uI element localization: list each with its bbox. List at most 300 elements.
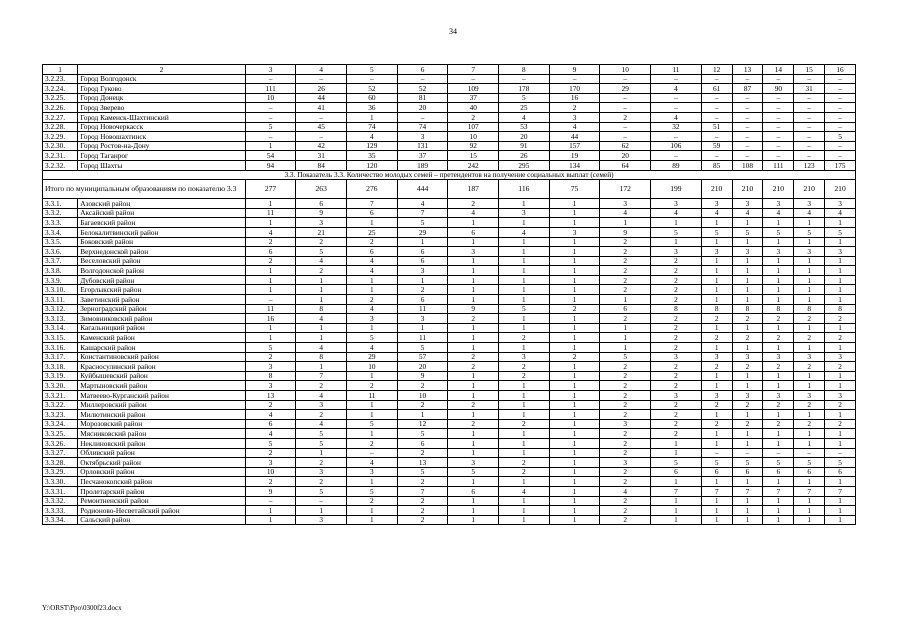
value-cell: 4 [651, 208, 702, 218]
value-cell: 2 [732, 333, 763, 343]
value-cell: 1 [549, 419, 600, 429]
value-cell: 2 [600, 496, 651, 506]
value-cell: 1 [763, 371, 794, 381]
value-cell: 1 [499, 448, 550, 458]
value-cell: 1 [448, 381, 499, 391]
value-cell: 1 [549, 496, 600, 506]
value-cell: 1 [651, 448, 702, 458]
value-cell: 2 [600, 285, 651, 295]
value-cell: 1 [763, 410, 794, 420]
value-cell: 1 [448, 438, 499, 448]
value-cell: 26 [499, 151, 550, 161]
value-cell: – [600, 132, 651, 142]
value-cell: – [701, 112, 732, 122]
value-cell: 3 [651, 391, 702, 401]
table-row [43, 506, 856, 516]
column-number-cell: 15 [794, 65, 825, 75]
value-cell: 1 [448, 266, 499, 276]
value-cell: – [825, 103, 856, 113]
value-cell: 1 [732, 371, 763, 381]
value-cell: 6 [245, 419, 296, 429]
total-value-cell: 75 [549, 180, 600, 199]
value-cell: 1 [397, 323, 448, 333]
value-cell: 1 [794, 381, 825, 391]
value-cell: 2 [448, 362, 499, 372]
municipality-name-cell: Город Новошахтинск [78, 132, 245, 142]
value-cell: 1 [549, 343, 600, 353]
value-cell: 2 [499, 362, 550, 372]
value-cell: 1 [701, 371, 732, 381]
value-cell: – [763, 122, 794, 132]
municipality-name-cell: Родионово-Несветайский район [78, 506, 245, 516]
table-row [43, 362, 856, 372]
value-cell: 1 [549, 218, 600, 228]
value-cell: 1 [499, 275, 550, 285]
value-cell: 91 [499, 141, 550, 151]
table-row [43, 400, 856, 410]
value-cell: 85 [701, 160, 732, 170]
municipality-name-cell: Город Таганрог [78, 151, 245, 161]
value-cell: 1 [499, 391, 550, 401]
municipality-name-cell: Егорлыкский район [78, 285, 245, 295]
municipality-name-cell: Матвеево-Курганский район [78, 391, 245, 401]
value-cell: 5 [794, 227, 825, 237]
value-cell: 3 [397, 132, 448, 142]
value-cell: 111 [763, 160, 794, 170]
table-row [43, 438, 856, 448]
value-cell: 2 [397, 381, 448, 391]
row-number-cell: 3.3.15. [43, 333, 78, 343]
value-cell: – [245, 132, 296, 142]
value-cell: 6 [397, 295, 448, 305]
value-cell: 10 [245, 467, 296, 477]
value-cell: 1 [499, 506, 550, 516]
value-cell: 62 [600, 141, 651, 151]
value-cell: 2 [600, 477, 651, 487]
value-cell: 1 [763, 438, 794, 448]
value-cell: 107 [448, 122, 499, 132]
total-value-cell: 277 [245, 180, 296, 199]
row-number-cell: 3.3.7. [43, 256, 78, 266]
value-cell: 3 [794, 247, 825, 257]
value-cell: 5 [296, 429, 347, 439]
total-row [43, 180, 856, 199]
value-cell: 64 [600, 160, 651, 170]
value-cell: 8 [794, 304, 825, 314]
value-cell: 21 [296, 227, 347, 237]
municipality-name-cell: Мартыновский район [78, 381, 245, 391]
row-number-cell: 3.3.16. [43, 343, 78, 353]
value-cell: 2 [499, 419, 550, 429]
value-cell: 6 [701, 467, 732, 477]
value-cell: 1 [549, 458, 600, 468]
value-cell: – [763, 132, 794, 142]
value-cell: 1 [499, 429, 550, 439]
value-cell: 178 [499, 84, 550, 94]
value-cell: 2 [701, 314, 732, 324]
value-cell: – [794, 112, 825, 122]
value-cell: 8 [763, 304, 794, 314]
value-cell: 4 [448, 208, 499, 218]
value-cell: 1 [732, 496, 763, 506]
column-number-cell: 7 [448, 65, 499, 75]
page-number: 34 [449, 27, 457, 36]
value-cell: 5 [732, 458, 763, 468]
value-cell: 52 [397, 84, 448, 94]
value-cell: 4 [347, 304, 398, 314]
value-cell: 7 [763, 486, 794, 496]
value-cell: 4 [549, 122, 600, 132]
row-number-cell: 3.3.21. [43, 391, 78, 401]
value-cell: 1 [549, 371, 600, 381]
value-cell: 1 [245, 506, 296, 516]
value-cell: 1 [701, 477, 732, 487]
value-cell: 1 [499, 266, 550, 276]
value-cell: 5 [763, 458, 794, 468]
value-cell: 1 [448, 256, 499, 266]
value-cell: 1 [794, 371, 825, 381]
value-cell: 4 [296, 314, 347, 324]
value-cell: 1 [763, 496, 794, 506]
value-cell: 3 [701, 247, 732, 257]
value-cell: 6 [296, 199, 347, 209]
value-cell: 11 [245, 304, 296, 314]
value-cell: 2 [763, 314, 794, 324]
municipality-name-cell: Кашарский район [78, 343, 245, 353]
row-number-cell: 3.3.19. [43, 371, 78, 381]
value-cell: 5 [347, 486, 398, 496]
value-cell: 8 [732, 304, 763, 314]
row-number-cell: 3.3.25. [43, 429, 78, 439]
value-cell: – [794, 74, 825, 84]
value-cell: 3 [549, 112, 600, 122]
row-number-cell: 3.2.32. [43, 160, 78, 170]
value-cell: 1 [732, 438, 763, 448]
row-number-cell: 3.2.29. [43, 132, 78, 142]
value-cell: 3 [651, 247, 702, 257]
value-cell: 2 [701, 362, 732, 372]
value-cell: 2 [347, 381, 398, 391]
value-cell: 2 [651, 429, 702, 439]
value-cell: 1 [549, 314, 600, 324]
value-cell: – [794, 132, 825, 142]
value-cell: 57 [397, 352, 448, 362]
value-cell: 4 [296, 256, 347, 266]
value-cell: 2 [600, 256, 651, 266]
value-cell: 11 [397, 333, 448, 343]
value-cell: 2 [651, 381, 702, 391]
value-cell: – [651, 151, 702, 161]
value-cell: 1 [794, 506, 825, 516]
row-number-cell: 3.3.10. [43, 285, 78, 295]
value-cell: 37 [397, 151, 448, 161]
value-cell: 1 [794, 496, 825, 506]
value-cell: 3 [448, 458, 499, 468]
value-cell: 1 [245, 323, 296, 333]
value-cell: 1 [794, 295, 825, 305]
value-cell: 1 [397, 237, 448, 247]
table-row [43, 247, 856, 257]
value-cell: 1 [701, 295, 732, 305]
value-cell: 2 [651, 256, 702, 266]
value-cell: 4 [296, 391, 347, 401]
value-cell: 2 [600, 381, 651, 391]
row-number-cell: 3.3.24. [43, 419, 78, 429]
table-row [43, 515, 856, 525]
value-cell: 94 [245, 160, 296, 170]
value-cell: – [600, 74, 651, 84]
value-cell: 1 [825, 323, 856, 333]
column-number-cell: 4 [296, 65, 347, 75]
value-cell: 1 [549, 410, 600, 420]
value-cell: 5 [794, 458, 825, 468]
value-cell: 131 [397, 141, 448, 151]
value-cell: 157 [549, 141, 600, 151]
municipality-name-cell: Город Ростов-на-Дону [78, 141, 245, 151]
row-number-cell: 3.3.20. [43, 381, 78, 391]
value-cell: – [296, 132, 347, 142]
value-cell: 1 [347, 112, 398, 122]
value-cell: 1 [825, 438, 856, 448]
value-cell: 29 [600, 84, 651, 94]
value-cell: 2 [245, 448, 296, 458]
row-number-cell: 3.3.28. [43, 458, 78, 468]
value-cell: 2 [651, 400, 702, 410]
municipality-name-cell: Куйбышевский район [78, 371, 245, 381]
table-row [43, 323, 856, 333]
value-cell: 3 [296, 515, 347, 525]
value-cell: 2 [245, 237, 296, 247]
table-row [43, 477, 856, 487]
value-cell: 87 [732, 84, 763, 94]
value-cell: 1 [448, 275, 499, 285]
value-cell: 31 [794, 84, 825, 94]
value-cell: 1 [347, 515, 398, 525]
value-cell: 2 [600, 391, 651, 401]
value-cell: 2 [347, 438, 398, 448]
value-cell: 4 [245, 410, 296, 420]
value-cell: 1 [763, 477, 794, 487]
value-cell: – [701, 151, 732, 161]
value-cell: 1 [549, 266, 600, 276]
value-cell: 1 [499, 343, 550, 353]
value-cell: – [732, 448, 763, 458]
value-cell: 120 [347, 160, 398, 170]
table-row [43, 74, 856, 84]
value-cell: 92 [448, 141, 499, 151]
value-cell: 3 [732, 352, 763, 362]
value-cell: 8 [296, 352, 347, 362]
value-cell: 1 [499, 237, 550, 247]
value-cell: – [245, 112, 296, 122]
column-number-cell: 2 [78, 65, 245, 75]
value-cell: 6 [794, 467, 825, 477]
value-cell: 4 [499, 112, 550, 122]
value-cell: 1 [549, 477, 600, 487]
municipality-name-cell: Морозовский район [78, 419, 245, 429]
value-cell: 2 [549, 103, 600, 113]
value-cell: 1 [549, 467, 600, 477]
value-cell: 1 [549, 429, 600, 439]
value-cell: 2 [651, 266, 702, 276]
value-cell: – [397, 112, 448, 122]
value-cell: – [825, 112, 856, 122]
municipality-name-cell: Город Новочеркасск [78, 122, 245, 132]
value-cell: 1 [763, 285, 794, 295]
value-cell: 1 [701, 515, 732, 525]
row-number-cell: 3.3.3. [43, 218, 78, 228]
row-number-cell: 3.3.31. [43, 486, 78, 496]
value-cell: 1 [347, 506, 398, 516]
value-cell: 1 [732, 266, 763, 276]
value-cell: 1 [825, 285, 856, 295]
value-cell: 20 [397, 103, 448, 113]
value-cell: 1 [825, 496, 856, 506]
value-cell: 2 [397, 515, 448, 525]
value-cell: 1 [549, 208, 600, 218]
value-cell: 1 [763, 256, 794, 266]
value-cell: – [763, 103, 794, 113]
value-cell: 1 [549, 400, 600, 410]
value-cell: 7 [825, 486, 856, 496]
value-cell: 2 [651, 323, 702, 333]
value-cell: 3 [825, 199, 856, 209]
value-cell: 2 [448, 314, 499, 324]
value-cell: 1 [825, 381, 856, 391]
value-cell: 1 [825, 343, 856, 353]
total-value-cell: 263 [296, 180, 347, 199]
value-cell: 1 [701, 438, 732, 448]
value-cell: 2 [296, 237, 347, 247]
municipality-name-cell: Зимовниковский район [78, 314, 245, 324]
value-cell: 2 [347, 237, 398, 247]
value-cell: 1 [825, 506, 856, 516]
municipality-name-cell: Верхнедонской район [78, 247, 245, 257]
value-cell: 242 [448, 160, 499, 170]
value-cell: – [763, 141, 794, 151]
value-cell: 2 [825, 333, 856, 343]
value-cell: 1 [794, 429, 825, 439]
value-cell: 3 [732, 247, 763, 257]
value-cell: 3 [600, 458, 651, 468]
value-cell: 4 [347, 343, 398, 353]
value-cell: 84 [296, 160, 347, 170]
table-row [43, 458, 856, 468]
table-row [43, 352, 856, 362]
value-cell: 2 [651, 285, 702, 295]
value-cell: 1 [499, 477, 550, 487]
table-row [43, 256, 856, 266]
value-cell: 4 [794, 208, 825, 218]
value-cell: 3 [600, 419, 651, 429]
row-number-cell: 3.3.22. [43, 400, 78, 410]
value-cell: 5 [397, 343, 448, 353]
value-cell: 1 [549, 506, 600, 516]
value-cell: 1 [296, 448, 347, 458]
value-cell: 4 [651, 84, 702, 94]
value-cell: 3 [763, 247, 794, 257]
value-cell: 81 [397, 93, 448, 103]
value-cell: 1 [701, 506, 732, 516]
value-cell: 2 [651, 410, 702, 420]
value-cell: 1 [600, 333, 651, 343]
table-row [43, 237, 856, 247]
value-cell: 2 [651, 362, 702, 372]
value-cell: 2 [600, 247, 651, 257]
municipality-name-cell: Милютинский район [78, 410, 245, 420]
value-cell: 74 [347, 122, 398, 132]
value-cell: 3 [651, 199, 702, 209]
value-cell: 5 [651, 458, 702, 468]
total-value-cell: 444 [397, 180, 448, 199]
value-cell: – [347, 74, 398, 84]
table-row [43, 448, 856, 458]
value-cell: 2 [600, 515, 651, 525]
value-cell: 1 [825, 237, 856, 247]
value-cell: 1 [701, 429, 732, 439]
table-row [43, 151, 856, 161]
value-cell: 2 [347, 295, 398, 305]
municipality-name-cell: Город Каменск-Шахтинский [78, 112, 245, 122]
value-cell: 1 [549, 237, 600, 247]
total-value-cell: 210 [701, 180, 732, 199]
value-cell: 2 [397, 506, 448, 516]
value-cell: 2 [600, 266, 651, 276]
row-number-cell: 3.2.23. [43, 74, 78, 84]
value-cell: 1 [549, 256, 600, 266]
value-cell: 1 [499, 295, 550, 305]
value-cell: 4 [347, 256, 398, 266]
value-cell: – [651, 103, 702, 113]
value-cell: 1 [245, 266, 296, 276]
municipality-name-cell: Константиновский район [78, 352, 245, 362]
row-number-cell: 3.2.26. [43, 103, 78, 113]
value-cell: – [732, 122, 763, 132]
value-cell: 5 [296, 438, 347, 448]
value-cell: 1 [794, 266, 825, 276]
table-row [43, 208, 856, 218]
row-number-cell: 3.3.13. [43, 314, 78, 324]
column-number-cell: 14 [763, 65, 794, 75]
value-cell: 9 [296, 208, 347, 218]
total-value-cell: 210 [825, 180, 856, 199]
value-cell: 7 [296, 371, 347, 381]
value-cell: 1 [763, 381, 794, 391]
value-cell: 59 [701, 141, 732, 151]
municipality-name-cell: Азовский район [78, 199, 245, 209]
value-cell: – [296, 112, 347, 122]
value-cell: 5 [347, 333, 398, 343]
value-cell: 5 [245, 343, 296, 353]
value-cell: 1 [499, 218, 550, 228]
municipality-name-cell: Город Донецк [78, 93, 245, 103]
value-cell: 2 [397, 448, 448, 458]
value-cell: 3 [600, 199, 651, 209]
value-cell: 1 [499, 285, 550, 295]
value-cell: – [825, 93, 856, 103]
value-cell: 2 [600, 429, 651, 439]
municipality-name-cell: Зерноградский район [78, 304, 245, 314]
value-cell: 5 [499, 304, 550, 314]
value-cell: 5 [825, 132, 856, 142]
value-cell: 2 [600, 410, 651, 420]
value-cell: 1 [245, 515, 296, 525]
value-cell: 54 [245, 151, 296, 161]
value-cell: 1 [549, 438, 600, 448]
value-cell: – [825, 74, 856, 84]
table-row [43, 429, 856, 439]
value-cell: 6 [397, 256, 448, 266]
